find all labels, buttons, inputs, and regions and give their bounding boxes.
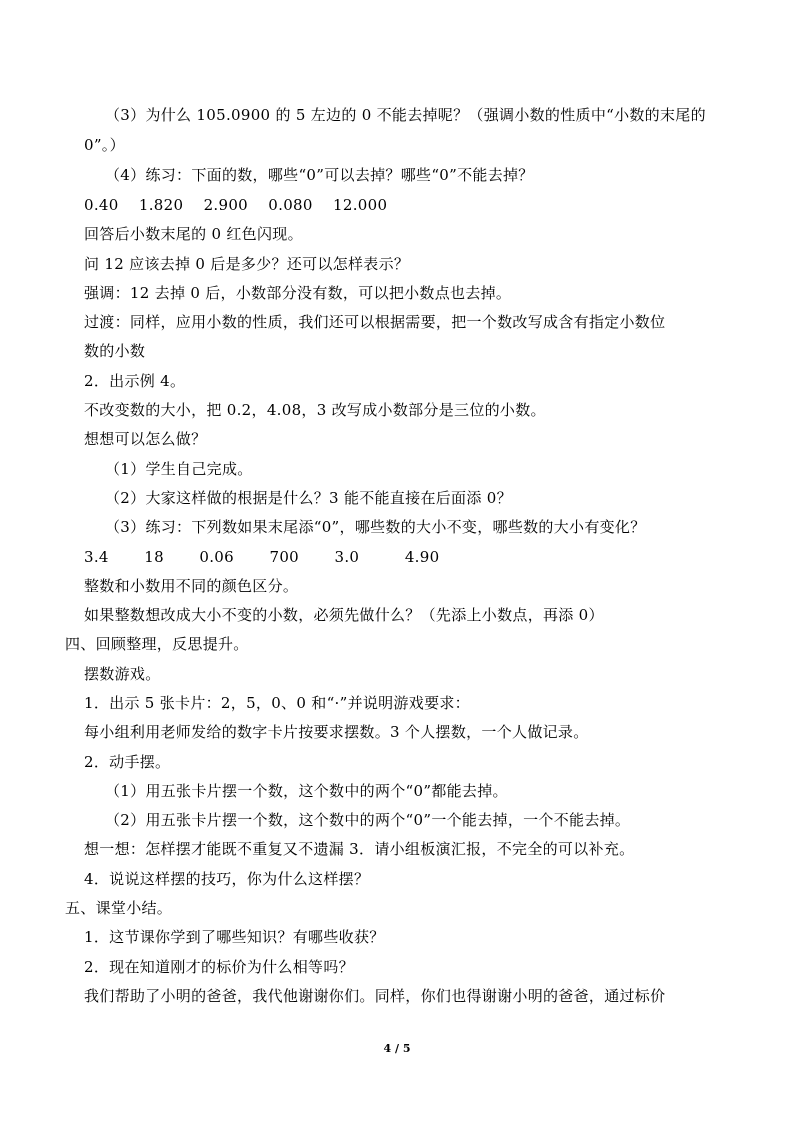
paragraph-line: （1）学生自己完成。 — [105, 460, 253, 478]
paragraph-line: 2．出示例 4。 — [84, 372, 186, 390]
page-number: 4 / 5 — [383, 1042, 411, 1055]
paragraph-line: 整数和小数用不同的颜色区分。 — [84, 577, 299, 595]
paragraph-line: 强调：12 去掉 0 后，小数部分没有数，可以把小数点也去掉。 — [84, 284, 512, 302]
paragraph-line: 回答后小数末尾的 0 红色闪现。 — [84, 225, 303, 243]
section-heading: 四、回顾整理，反思提升。 — [65, 635, 249, 653]
paragraph-line: 过渡：同样，应用小数的性质，我们还可以根据需要，把一个数改写成含有指定小数位 — [84, 313, 666, 331]
paragraph-line: 1．这节课你学到了哪些知识？有哪些收获？ — [84, 928, 385, 946]
number-list-line: 3.4 18 0.06 700 3.0 4.90 — [84, 548, 440, 566]
paragraph-line: （4）练习：下面的数，哪些“0”可以去掉？哪些“0”不能去掉？ — [105, 166, 534, 184]
paragraph-line: （3）为什么 105.0900 的 5 左边的 0 不能去掉呢？（强调小数的性质中“小数的末尾的 — [105, 106, 706, 124]
paragraph-line: （1）用五张卡片摆一个数，这个数中的两个“0”都能去掉。 — [105, 782, 508, 800]
number-list-line: 0.40 1.820 2.900 0.080 12.000 — [84, 196, 388, 214]
paragraph-line: 如果整数想改成大小不变的小数，必须先做什么？（先添上小数点，再添 0） — [84, 606, 604, 624]
paragraph-line: 我们帮助了小明的爸爸，我代他谢谢你们。同样，你们也得谢谢小明的爸爸，通过标价 — [84, 987, 666, 1005]
paragraph-line: 每小组利用老师发给的数字卡片按要求摆数。3 个人摆数，一个人做记录。 — [84, 723, 589, 741]
paragraph-line: 不改变数的大小，把 0.2，4.08，3 改写成小数部分是三位的小数。 — [84, 401, 546, 419]
paragraph-line: 1．出示 5 张卡片：2，5，0、0 和“·”并说明游戏要求： — [84, 694, 470, 712]
paragraph-line: （2）用五张卡片摆一个数，这个数中的两个“0”一个能去掉，一个不能去掉。 — [105, 811, 631, 829]
paragraph-line: 0”。） — [84, 136, 125, 154]
paragraph-line: （2）大家这样做的根据是什么？3 能不能直接在后面添 0？ — [105, 489, 512, 507]
paragraph-line: 想想可以怎么做？ — [84, 430, 207, 448]
section-heading: 五、课堂小结。 — [65, 899, 173, 917]
paragraph-line: 2．动手摆。 — [84, 753, 171, 771]
paragraph-line: 2．现在知道刚才的标价为什么相等吗？ — [84, 958, 354, 976]
paragraph-line: 数的小数 — [84, 342, 146, 360]
paragraph-line: 想一想：怎样摆才能既不重复又不遗漏 3．请小组板演汇报，不完全的可以补充。 — [84, 840, 635, 858]
paragraph-line: 摆数游戏。 — [84, 665, 161, 683]
paragraph-line: （3）练习：下列数如果末尾添“0”，哪些数的大小不变，哪些数的大小有变化？ — [105, 518, 646, 536]
paragraph-line: 问 12 应该去掉 0 后是多少？还可以怎样表示？ — [84, 255, 410, 273]
paragraph-line: 4．说说这样摆的技巧，你为什么这样摆？ — [84, 870, 370, 888]
